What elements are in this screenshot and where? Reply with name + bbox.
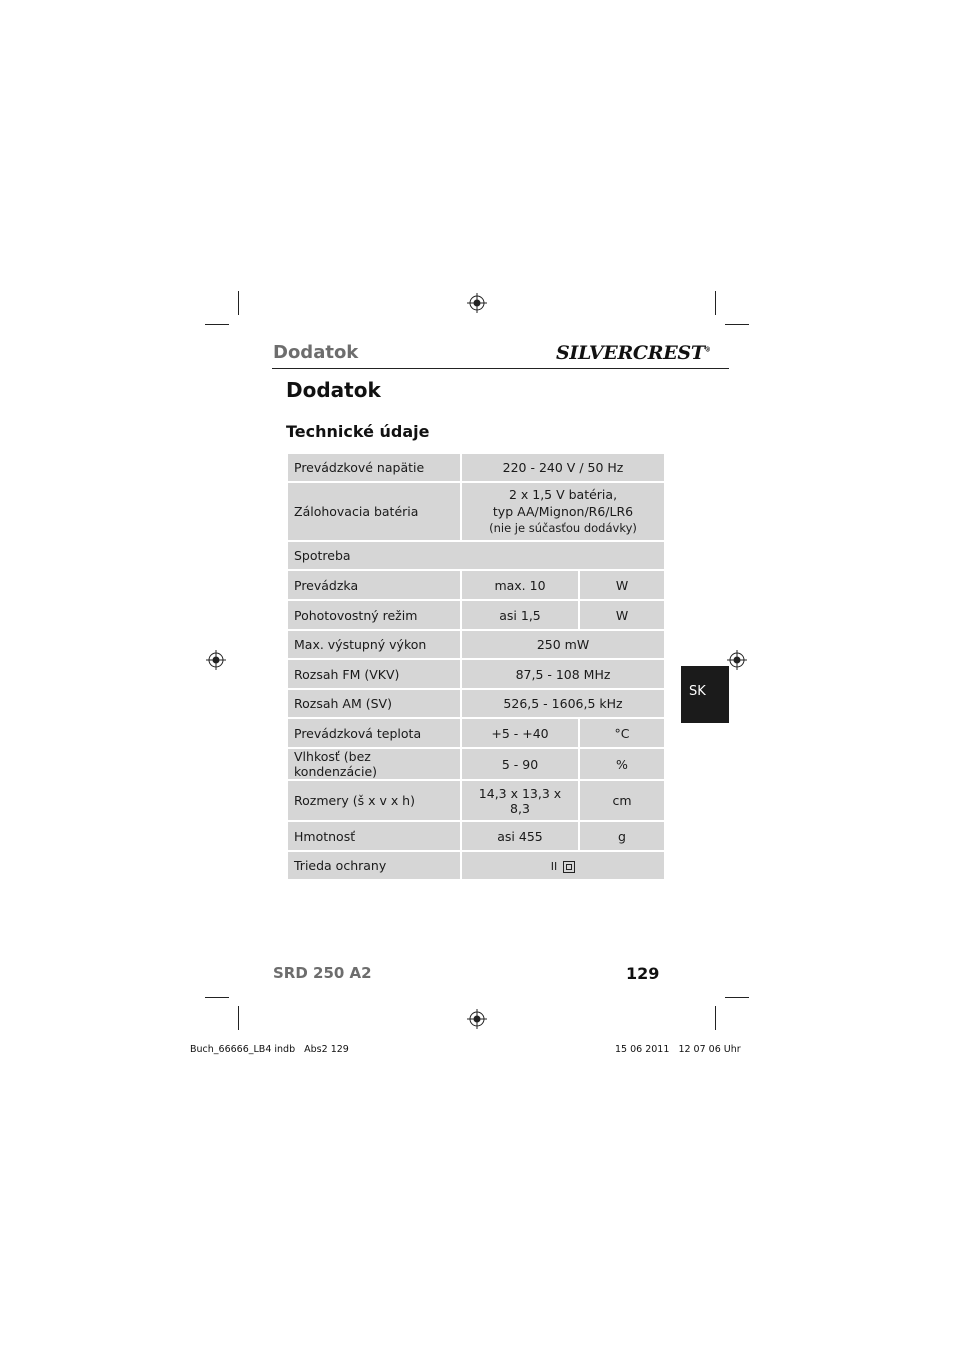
spec-value: 220 - 240 V / 50 Hz bbox=[461, 453, 665, 482]
spec-unit: W bbox=[579, 570, 665, 600]
spec-value-line: (nie je súčasťou dodávky) bbox=[489, 521, 637, 535]
protection-class-number: II bbox=[550, 860, 558, 873]
page-number: 129 bbox=[626, 964, 660, 983]
spec-value: asi 1,5 bbox=[461, 600, 579, 630]
spec-label: Rozsah AM (SV) bbox=[287, 689, 461, 718]
print-slug-date: 15 06 2011 12 07 06 Uhr bbox=[615, 1044, 741, 1055]
spec-label: Max. výstupný výkon bbox=[287, 630, 461, 659]
registered-mark: ® bbox=[704, 346, 711, 354]
registration-mark-icon bbox=[467, 1009, 487, 1029]
running-header-title: Dodatok bbox=[273, 342, 359, 363]
footer-model: SRD 250 A2 bbox=[273, 964, 372, 982]
spec-label: Prevádzka bbox=[287, 570, 461, 600]
table-row bbox=[287, 453, 665, 482]
double-insulation-icon bbox=[563, 861, 575, 873]
spec-value: asi 455 bbox=[461, 821, 579, 851]
spec-value bbox=[461, 851, 665, 880]
spec-unit: g bbox=[579, 821, 665, 851]
brand-logo bbox=[556, 342, 710, 364]
spec-group-label: Spotreba bbox=[287, 541, 665, 570]
spec-unit: cm bbox=[579, 780, 665, 821]
spec-label: Rozsah FM (VKV) bbox=[287, 659, 461, 689]
spec-value: max. 10 bbox=[461, 570, 579, 600]
table-row bbox=[287, 718, 665, 748]
table-row bbox=[287, 821, 665, 851]
protection-class-symbol bbox=[551, 860, 576, 873]
crop-mark bbox=[238, 1006, 239, 1030]
registration-mark-icon bbox=[467, 293, 487, 313]
language-tab bbox=[681, 666, 729, 723]
spec-label: Prevádzková teplota bbox=[287, 718, 461, 748]
table-row bbox=[287, 780, 665, 821]
table-row bbox=[287, 689, 665, 718]
spec-label: Pohotovostný režim bbox=[287, 600, 461, 630]
crop-mark bbox=[725, 997, 749, 998]
table-row bbox=[287, 630, 665, 659]
spec-value: 5 - 90 bbox=[461, 748, 579, 780]
table-row bbox=[287, 748, 665, 780]
spec-label: Rozmery (š x v x h) bbox=[287, 780, 461, 821]
crop-mark bbox=[715, 291, 716, 315]
spec-value-line: 2 x 1,5 V batéria, bbox=[508, 487, 618, 502]
spec-unit: °C bbox=[579, 718, 665, 748]
spec-value bbox=[461, 482, 665, 541]
crop-mark bbox=[725, 324, 749, 325]
crop-mark bbox=[205, 324, 229, 325]
table-row bbox=[287, 659, 665, 689]
section-subtitle: Technické údaje bbox=[286, 422, 430, 441]
table-row bbox=[287, 570, 665, 600]
registration-mark-icon bbox=[206, 650, 226, 670]
page-title: Dodatok bbox=[286, 378, 381, 402]
spec-label: Prevádzkové napätie bbox=[287, 453, 461, 482]
spec-label: Vlhkosť (bez kondenzácie) bbox=[287, 748, 461, 780]
spec-value: 87,5 - 108 MHz bbox=[461, 659, 665, 689]
spec-value: 14,3 x 13,3 x 8,3 bbox=[461, 780, 579, 821]
table-row bbox=[287, 541, 665, 570]
crop-mark bbox=[715, 1006, 716, 1030]
table-row bbox=[287, 482, 665, 541]
technical-specs-table bbox=[286, 452, 666, 881]
print-slug-file: Buch_66666_LB4 indb Abs2 129 bbox=[190, 1044, 349, 1055]
table-row bbox=[287, 851, 665, 880]
spec-label: Hmotnosť bbox=[287, 821, 461, 851]
spec-label: Trieda ochrany bbox=[287, 851, 461, 880]
header-divider bbox=[272, 368, 729, 369]
brand-logo-text: SILVERCREST bbox=[556, 342, 705, 364]
spec-value: 250 mW bbox=[461, 630, 665, 659]
crop-mark bbox=[205, 997, 229, 998]
registration-mark-icon bbox=[727, 650, 747, 670]
spec-label: Zálohovacia batéria bbox=[287, 482, 461, 541]
language-tab-label: SK bbox=[689, 684, 706, 699]
spec-unit: % bbox=[579, 748, 665, 780]
spec-value: +5 - +40 bbox=[461, 718, 579, 748]
spec-unit: W bbox=[579, 600, 665, 630]
crop-mark bbox=[238, 291, 239, 315]
table-row bbox=[287, 600, 665, 630]
spec-value: 526,5 - 1606,5 kHz bbox=[461, 689, 665, 718]
spec-value-line: typ AA/Mignon/R6/LR6 bbox=[492, 504, 634, 519]
